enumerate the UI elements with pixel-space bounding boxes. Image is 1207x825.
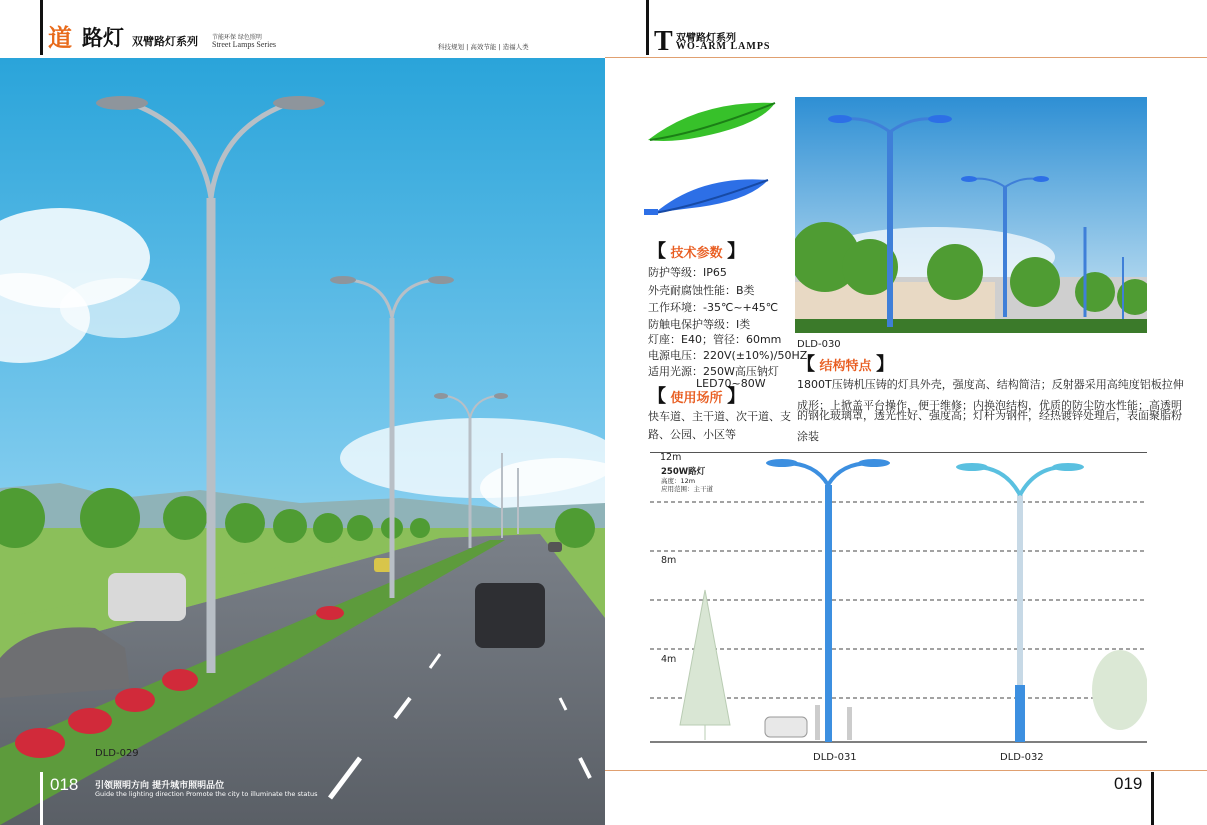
spec-line: 工作环境：-35℃~+45℃ bbox=[648, 301, 779, 314]
scale-12m: 12m bbox=[660, 452, 682, 463]
scale-8m: 8m bbox=[661, 555, 677, 566]
photo-model-label: DLD-030 bbox=[797, 339, 841, 350]
usage-heading: 【 使用场所 】 bbox=[648, 386, 746, 407]
product-photo-dld030 bbox=[795, 97, 1147, 333]
street-scene-illustration bbox=[0, 58, 605, 825]
spec-line: 灯座：E40；管径：60mm bbox=[648, 333, 782, 346]
lamp-head-illustrations bbox=[640, 95, 780, 220]
right-footer-bar bbox=[1151, 772, 1154, 825]
dld030-scene bbox=[795, 97, 1147, 333]
diagram-lamp-title: 250W路灯 bbox=[661, 467, 706, 477]
scale-4m: 4m bbox=[661, 654, 677, 665]
height-comparison-diagram bbox=[650, 455, 1147, 755]
struct-heading: 【 结构特点 】 bbox=[797, 354, 895, 375]
diagram-usage-note: 应用范围：主干道 bbox=[661, 485, 713, 493]
struct-line: 涂装 bbox=[797, 430, 819, 443]
tagline: 科技规划 | 高效节能 | 造福人类 bbox=[438, 43, 529, 51]
footer-bar bbox=[40, 772, 43, 825]
diagram-height-note: 高度：12m bbox=[661, 477, 696, 485]
struct-line: 1800T压铸机压铸的灯具外壳，强度高、结构简洁；反射器采用高纯度铝板拉伸 bbox=[797, 378, 1184, 391]
spec-line: 防触电保护等级：Ⅰ类 bbox=[648, 318, 751, 331]
page-number-right: 019 bbox=[1114, 774, 1143, 793]
spec-line: 防护等级：IP65 bbox=[648, 266, 727, 279]
spec-line: LED70~80W bbox=[696, 377, 766, 390]
spec-line: 电源电压：220V(±10%)/50HZ bbox=[648, 349, 808, 362]
tech-params-title: 技术参数 bbox=[670, 246, 723, 261]
spec-line: 适用光源：250W高压钠灯 bbox=[648, 365, 779, 378]
brand-title: 路灯 bbox=[82, 25, 124, 50]
usage-title: 使用场所 bbox=[670, 391, 723, 406]
diagram-label-dld032: DLD-032 bbox=[1000, 752, 1044, 763]
struct-title: 结构特点 bbox=[819, 359, 872, 374]
struct-line: 的钢化玻璃罩，透光性好、强度高；灯杆为钢件，经热镀锌处理后，表面聚脂粉 bbox=[797, 409, 1182, 422]
footer-rule bbox=[605, 770, 1207, 771]
series-title: 双臂路灯系列 bbox=[132, 35, 198, 48]
diagram-top-rule bbox=[650, 452, 1147, 453]
slogan-en: Street Lamps Series bbox=[212, 40, 276, 49]
footer-cn: 引领照明方向 提升城市照明品位 bbox=[95, 781, 225, 791]
footer-en: Guide the lighting direction Promote the city to illuminate the status bbox=[95, 790, 318, 798]
spec-line: 外壳耐腐蚀性能：B类 bbox=[648, 284, 755, 297]
tech-params-heading: 【 技术参数 】 bbox=[648, 241, 746, 262]
struct-line: 成形；上掀盖平台操作，便于维修；内换泡结构，优质的防尘防水性能；高透明 bbox=[797, 399, 1182, 412]
diagram-label-dld031: DLD-031 bbox=[813, 752, 857, 763]
header-en: WO-ARM LAMPS bbox=[676, 41, 771, 52]
slogan-cn: 节能环保 绿色照明 bbox=[212, 34, 262, 41]
left-header bbox=[0, 0, 605, 58]
brand-logo-char: 道 bbox=[48, 23, 72, 52]
model-label-left: DLD-029 bbox=[95, 748, 139, 759]
page-number-left: 018 bbox=[50, 775, 79, 794]
header-letter: T bbox=[654, 26, 673, 57]
right-header-bar bbox=[646, 0, 649, 55]
header-bar bbox=[40, 0, 43, 55]
street-photo bbox=[0, 58, 605, 825]
header-rule bbox=[605, 57, 1207, 58]
usage-line: 快车道、主干道、次干道、支 bbox=[648, 410, 791, 423]
header-cn: 双臂路灯系列 bbox=[676, 33, 736, 44]
usage-line: 路、公园、小区等 bbox=[648, 428, 736, 441]
